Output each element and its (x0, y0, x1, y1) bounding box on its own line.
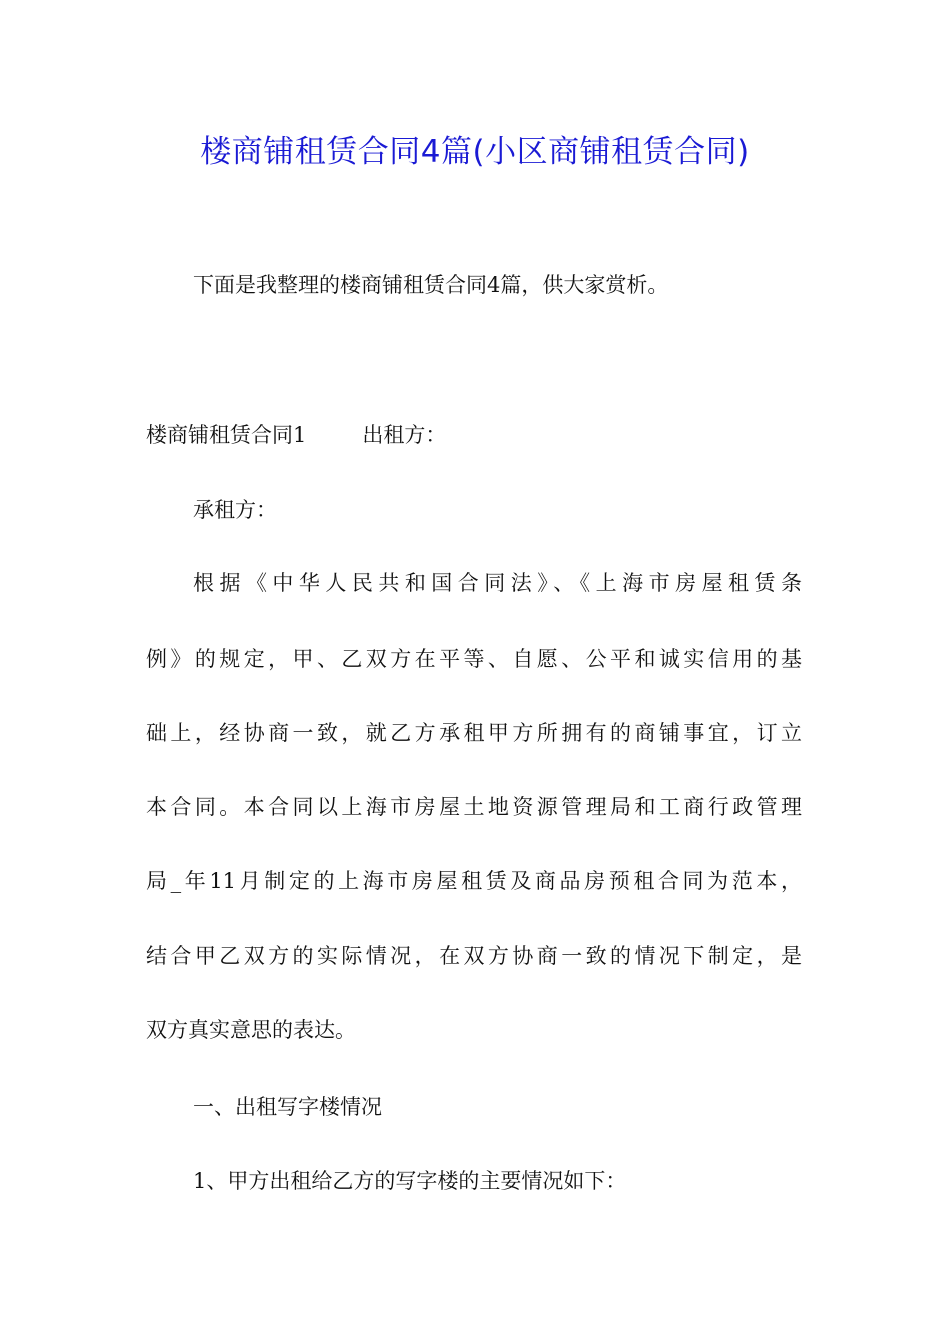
paragraph-line: 本合同。本合同以上海市房屋土地资源管理局和工商行政管理 (146, 795, 802, 819)
paragraph-line: 局_年11月制定的上海市房屋租赁及商品房预租合同为范本， (146, 869, 802, 893)
lessee-label: 承租方： (193, 498, 277, 522)
section-heading: 楼商铺租赁合同1 (146, 423, 307, 447)
lessor-label: 出租方： (362, 423, 447, 447)
clause-1: 1、甲方出租给乙方的写字楼的主要情况如下： (193, 1169, 627, 1193)
document-title: 楼商铺租赁合同4篇(小区商铺租赁合同) (200, 134, 750, 170)
clause-heading: 一、出租写字楼情况 (193, 1095, 382, 1119)
paragraph-line: 双方真实意思的表达。 (146, 1018, 356, 1042)
paragraph-line: 根据《中华人民共和国合同法》、《上海市房屋租赁条 (193, 571, 802, 595)
paragraph-line: 础上，经协商一致，就乙方承租甲方所拥有的商铺事宜，订立 (146, 721, 802, 745)
section-heading-line (146, 420, 446, 450)
intro-text: 下面是我整理的楼商铺租赁合同4篇，供大家赏析。 (193, 273, 669, 297)
paragraph-line: 结合甲乙双方的实际情况，在双方协商一致的情况下制定，是 (146, 944, 802, 968)
paragraph-line: 例》的规定，甲、乙双方在平等、自愿、公平和诚实信用的基 (146, 647, 802, 671)
